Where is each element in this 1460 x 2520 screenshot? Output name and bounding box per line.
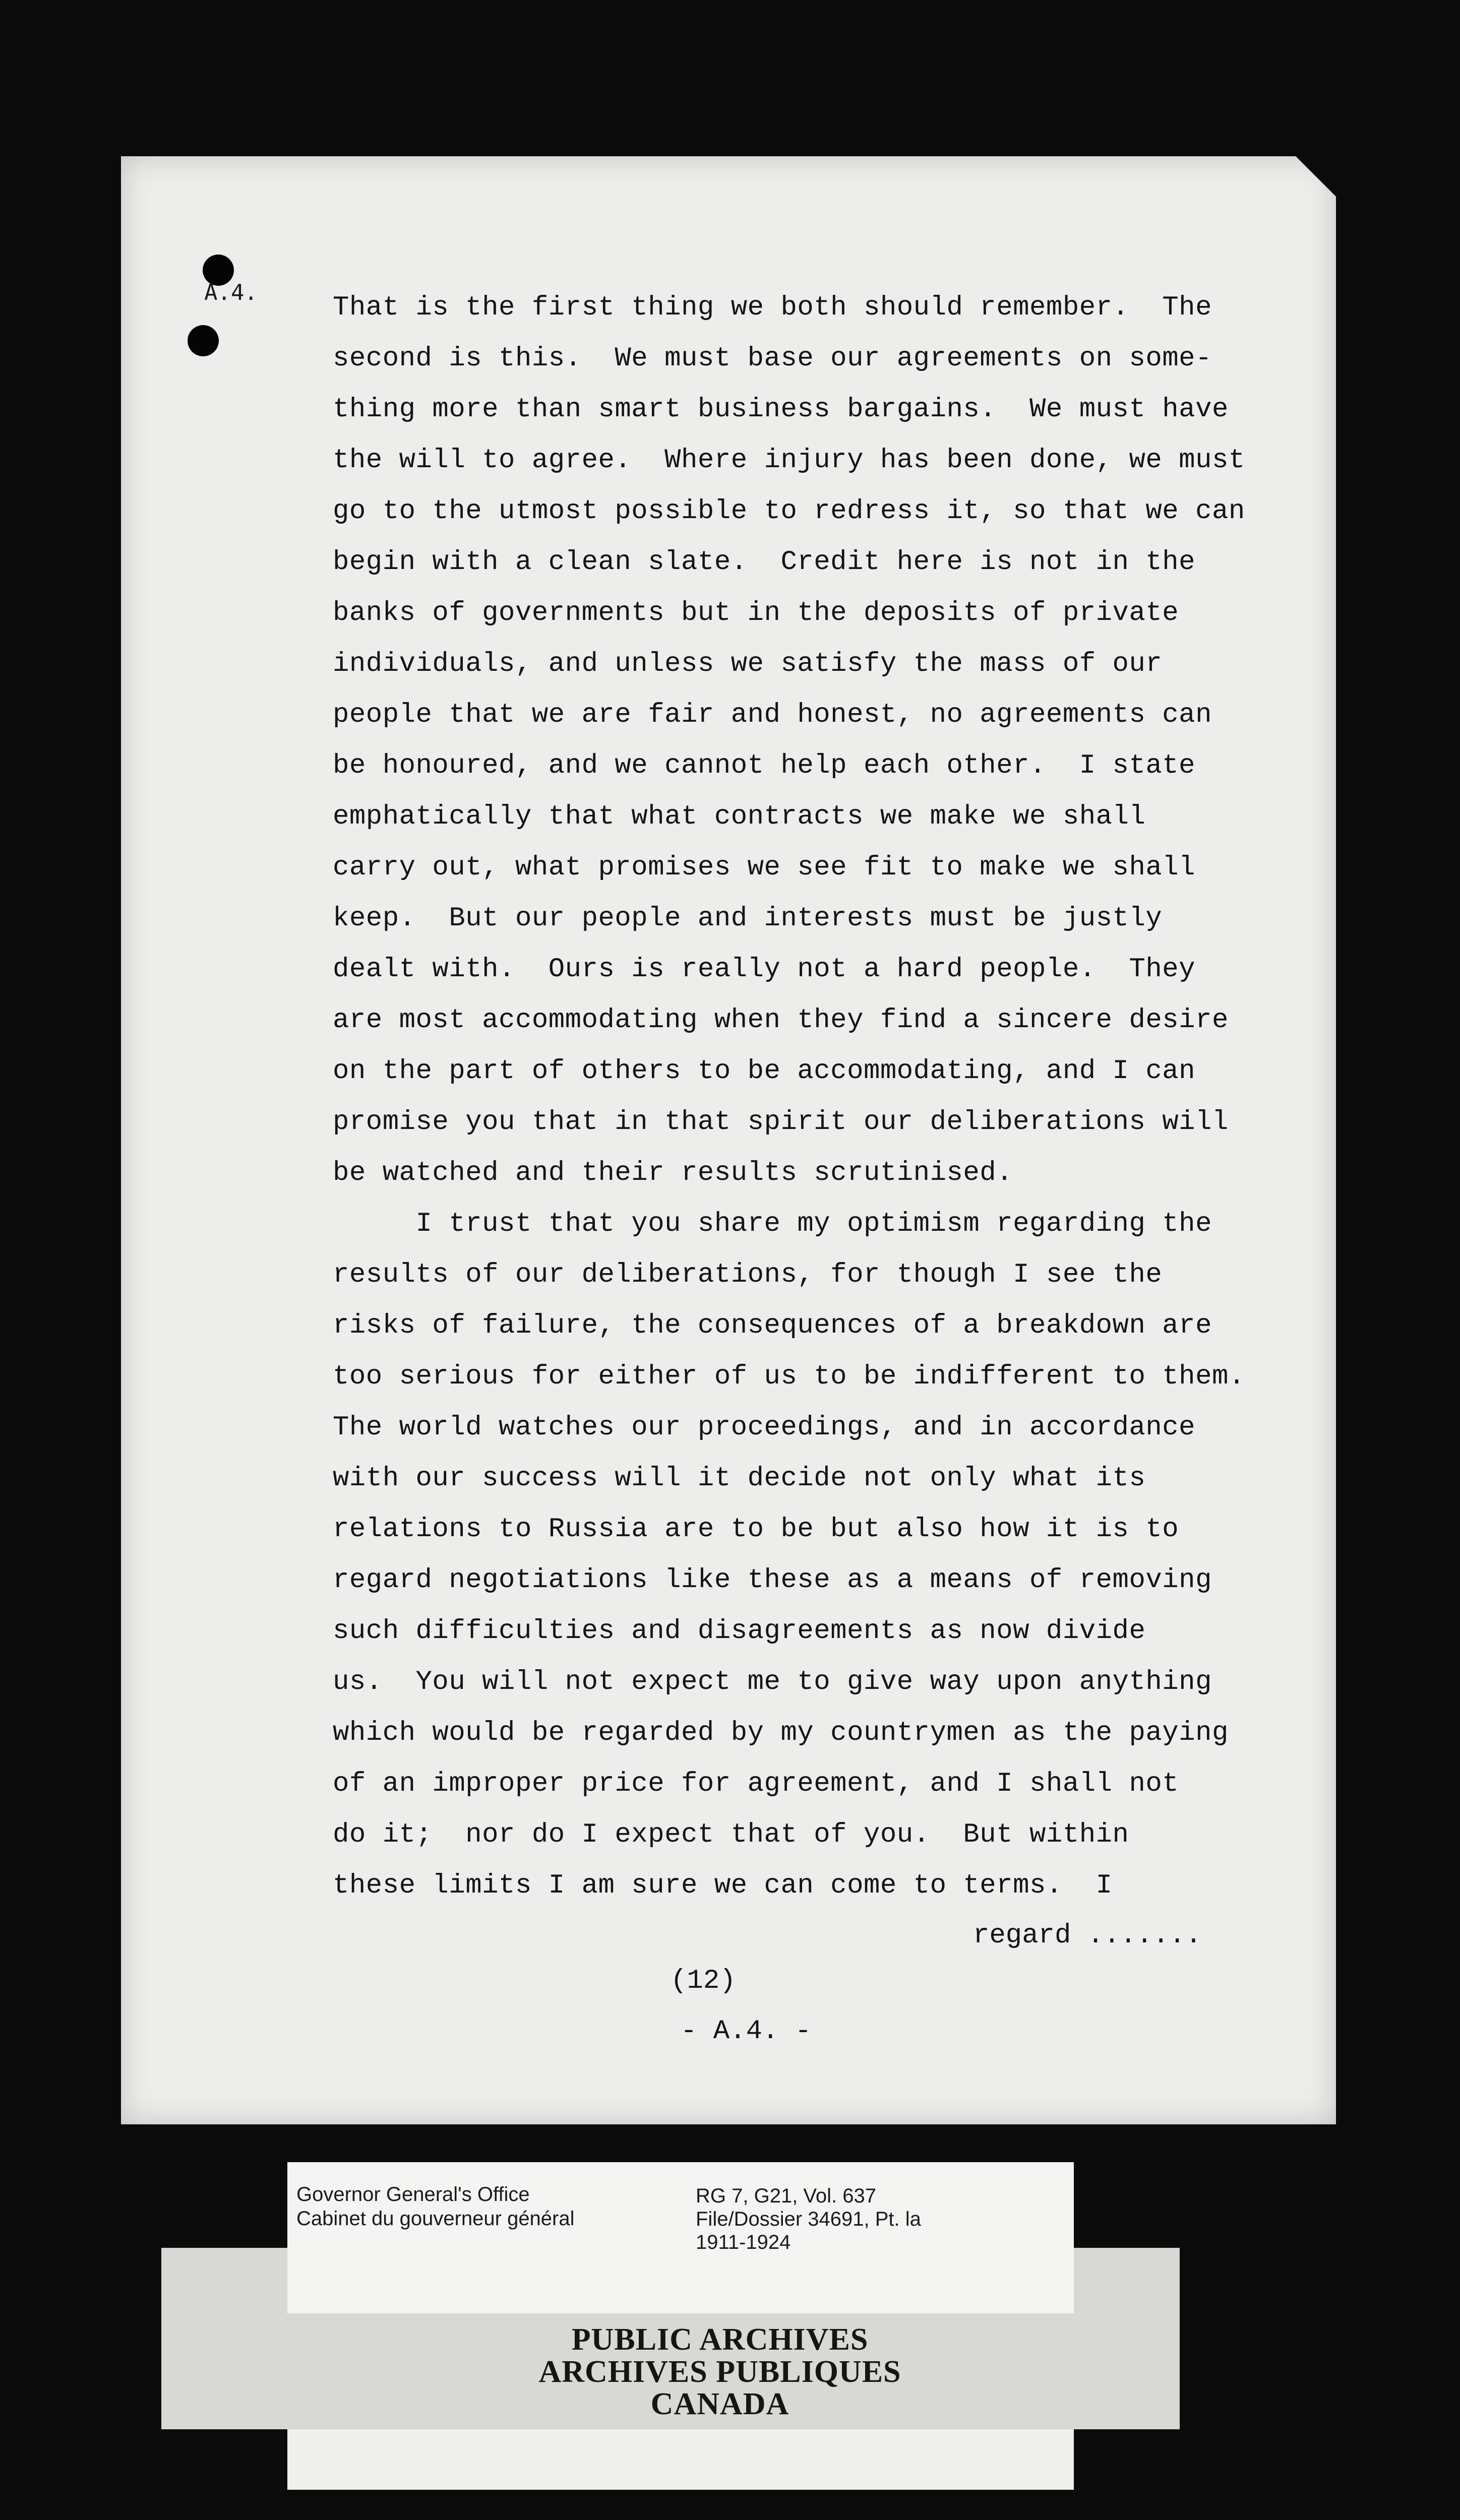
typewritten-page xyxy=(121,156,1336,2124)
public-archives-stamp xyxy=(0,2323,1460,2420)
text-line: individuals, and unless we satisfy the mass of our xyxy=(333,649,1163,679)
text-line: of an improper price for agreement, and I shall not xyxy=(333,1769,1179,1799)
stamp-line-french: ARCHIVES PUBLIQUES xyxy=(538,2355,901,2389)
text-line: be honoured, and we cannot help each other. I state xyxy=(333,750,1196,781)
text-line: regard negotiations like these as a means of removing xyxy=(333,1565,1212,1596)
text-line: too serious for either of us to be indifferent to them. xyxy=(333,1361,1245,1392)
text-line: I trust that you share my optimism regarding the xyxy=(333,1209,1212,1239)
text-line: the will to agree. Where injury has been done, we must xyxy=(333,445,1245,476)
stamp-line-english: PUBLIC ARCHIVES xyxy=(571,2322,869,2357)
text-line: promise you that in that spirit our deliberations will xyxy=(333,1107,1229,1138)
text-line: That is the first thing we both should remember. The xyxy=(333,292,1212,323)
label-file-reference xyxy=(696,2184,921,2254)
stamp-line-country: CANADA xyxy=(650,2387,789,2421)
text-line: banks of governments but in the deposits of private xyxy=(333,598,1179,628)
date-range: 1911-1924 xyxy=(696,2231,791,2253)
folded-corner xyxy=(1296,156,1336,197)
text-line: are most accommodating when they find a sincere desire xyxy=(333,1005,1229,1036)
text-line: emphatically that what contracts we make we shall xyxy=(333,801,1146,832)
file-dossier: File/Dossier 34691, Pt. la xyxy=(696,2208,921,2230)
text-line: such difficulties and disagreements as now divide xyxy=(333,1616,1146,1647)
page-number: (12) xyxy=(671,1966,736,1996)
text-line: on the part of others to be accommodating, and I can xyxy=(333,1056,1196,1087)
text-line: which would be regarded by my countrymen as the paying xyxy=(333,1718,1229,1748)
punch-hole-bottom xyxy=(188,325,219,356)
text-line: with our success will it decide not only what its xyxy=(333,1463,1146,1494)
text-line: us. You will not expect me to give way upon anything xyxy=(333,1667,1212,1697)
label-office xyxy=(296,2182,575,2231)
record-group: RG 7, G21, Vol. 637 xyxy=(696,2185,876,2207)
text-line: do it; nor do I expect that of you. But within xyxy=(333,1819,1129,1850)
text-line: people that we are fair and honest, no agreements can xyxy=(333,700,1212,730)
page-reference-top: A.4. xyxy=(204,280,258,305)
text-line: carry out, what promises we see fit to make we shall xyxy=(333,852,1196,883)
text-line: results of our deliberations, for though I see the xyxy=(333,1259,1163,1290)
text-line: risks of failure, the consequences of a breakdown are xyxy=(333,1310,1212,1341)
text-line: The world watches our proceedings, and in accordance xyxy=(333,1412,1196,1443)
continuation-word: regard ....... xyxy=(973,1920,1202,1951)
text-line: keep. But our people and interests must be justly xyxy=(333,903,1163,934)
text-line: dealt with. Ours is really not a hard people. They xyxy=(333,954,1196,985)
text-line: these limits I am sure we can come to terms. I xyxy=(333,1870,1113,1901)
archive-stamp-strip xyxy=(287,2429,1074,2490)
text-line: thing more than smart business bargains. We must have xyxy=(333,394,1229,425)
office-english: Governor General's Office xyxy=(296,2183,530,2206)
text-line: second is this. We must base our agreements on some- xyxy=(333,343,1212,374)
archive-reference-label xyxy=(287,2162,1074,2313)
page-reference-bottom: - A.4. - xyxy=(681,2016,812,2047)
text-line: relations to Russia are to be but also how it is to xyxy=(333,1514,1179,1545)
text-line: be watched and their results scrutinised. xyxy=(333,1158,1013,1188)
body-text xyxy=(333,282,1270,1911)
office-french: Cabinet du gouverneur général xyxy=(296,2208,575,2230)
text-line: go to the utmost possible to redress it, so that we can xyxy=(333,496,1245,527)
text-line: begin with a clean slate. Credit here is not in the xyxy=(333,547,1196,578)
